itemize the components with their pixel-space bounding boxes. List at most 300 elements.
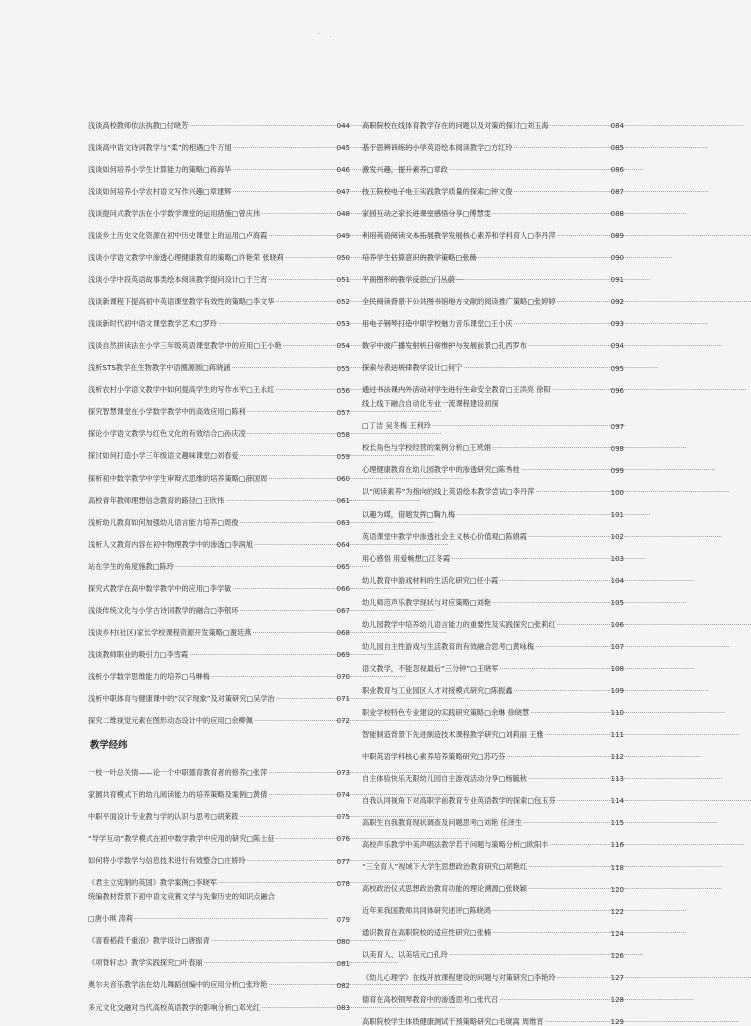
dot-leader [514,320,610,328]
toc-entry[interactable] [362,739,624,761]
toc-page-number: 097 [610,422,624,431]
toc-entry-title: 浅谈如何培养小学农村语文写作兴趣□章建辉 [88,186,232,196]
toc-entry[interactable] [362,585,624,607]
dot-leader [557,621,610,629]
dot-leader [463,364,609,372]
toc-entry[interactable] [88,130,350,152]
dot-leader [254,541,336,549]
toc-entry[interactable] [362,108,624,130]
dot-leader [451,555,609,563]
toc-entry[interactable] [362,284,624,306]
dot-leader [189,122,335,130]
toc-entry-title: 浅析农村小学语文教学中如何提高学生的写作水平□王永红 [88,385,275,395]
toc-entry-title: 幼儿园自主性游戏与生活教育的有效融合思考□黄咏梅 [362,641,535,651]
toc-entry[interactable] [88,593,350,615]
toc-page-number: 057 [336,408,350,417]
toc-page-number: 065 [336,562,350,571]
toc-entry-title: 奥尔夫音乐教学法在幼儿舞蹈创编中的应用分析□张玲艳 [88,980,268,990]
toc-entry[interactable] [88,417,350,439]
toc-entry-title: 线上线下融合自动化专业一流课程建设初探 [362,399,499,409]
toc-entry[interactable] [362,453,624,475]
toc-entry-title: 用电子钢琴打造中职学校魅力音乐课堂□王小庆 [362,319,513,329]
toc-page-number: 126 [610,951,624,960]
toc-entry[interactable] [88,196,350,218]
toc-entry[interactable] [362,240,624,262]
dot-leader [218,879,336,887]
toc-entry-title: 浅谈如何培养小学生计算能力的策略□蒋海华 [88,164,232,174]
toc-entry[interactable] [88,174,350,196]
dot-leader [456,276,610,284]
toc-entry[interactable] [88,703,350,725]
toc-page-number: 060 [336,474,350,483]
dot-leader [557,974,610,982]
toc-entry-title: 德育在高校钢琴教育中的渗透思考□张代召 [362,994,499,1004]
toc-entry-title: 以趣为媒，借题发挥□鞠九梅 [362,509,456,519]
toc-entry[interactable] [362,475,624,497]
toc-entry-title: “三全育人”视域下大学生思想政治教育研究□胡艳红 [362,862,528,872]
toc-entry-title: 高校青年教师理想信念教育的路径□王欣伟 [88,495,225,505]
toc-entry[interactable] [88,799,350,821]
dot-leader [499,665,609,673]
toc-entry-title: 心理健康教育在幼儿园教学中的渗透研究□陈秀桂 [362,465,520,475]
dot-leader [232,166,335,174]
dot-leader [456,511,610,519]
toc-page-number: 083 [336,1003,350,1012]
toc-page-number: 088 [610,210,624,219]
toc-entry[interactable] [362,497,624,519]
toc-entry-title: 探析初中数学教学中学生审辩式思维的培养策略□薛国周 [88,473,268,483]
toc-entry[interactable] [362,607,624,629]
dot-leader [240,519,336,527]
toc-entry[interactable] [88,527,350,549]
toc-entry[interactable] [88,637,350,659]
toc-entry[interactable] [88,777,350,799]
dot-leader [189,651,335,659]
toc-page-number: 108 [610,665,624,674]
dot-leader [268,276,335,284]
toc-page-number: 079 [336,915,350,924]
toc-entry[interactable] [362,174,624,196]
toc-entry[interactable] [362,1004,624,1026]
toc-page-number: 093 [610,320,624,329]
toc-entry-title: 英语课堂中教学中渗透社会主义核心价值观□陈娟霞 [362,531,527,541]
toc-entry[interactable] [88,108,350,130]
toc-entry[interactable] [88,968,350,990]
toc-entry-title: 《君主立宪制的英国》教学案例□李晓军 [88,878,217,888]
dot-leader [275,298,335,306]
toc-page-number: 112 [610,753,624,762]
dot-leader [211,937,336,945]
toc-entry-title: 探论小学语文教学与红色文化的有效结合□孙庆凌 [88,429,246,439]
toc-entry-title: 浅谈高中语文诗词教学与“柔”的相遇□牛万旭 [88,142,232,152]
dot-leader [528,342,610,350]
toc-page-number: 102 [610,532,624,541]
dot-leader [225,497,335,505]
toc-entry[interactable] [88,505,350,527]
dot-leader [268,791,335,799]
toc-entry[interactable] [362,651,624,673]
toc-entry[interactable] [88,990,350,1012]
toc-left-column [88,108,350,1012]
toc-entry-title: 站在学生的角度施教□陈玲 [88,561,174,571]
toc-entry[interactable] [88,659,350,681]
toc-page-number: 075 [336,813,350,822]
toc-page-number: 085 [610,144,624,153]
toc-page-number: 066 [336,584,350,593]
toc-page-number: 056 [336,386,350,395]
dot-leader [261,210,336,218]
toc-entry[interactable] [362,695,624,717]
toc-entry-title: 探究式教学在高中数学教学中的应用□李学敏 [88,583,232,593]
toc-entry-line1[interactable] [88,888,350,902]
toc-entry[interactable] [362,431,624,453]
toc-page-number: 061 [336,496,350,505]
toc-page-number: 073 [336,769,350,778]
toc-entry-title: 幼儿师范声乐教学现状与对应策略□刘艳 [362,597,491,607]
toc-entry[interactable] [362,629,624,651]
toc-entry[interactable] [88,615,350,637]
dot-leader [552,386,610,394]
toc-page-number: 101 [610,510,624,519]
toc-entry[interactable] [88,755,350,777]
toc-entry-title: 浅谈新时代初中语文课堂教学艺术□罗玲 [88,319,217,329]
toc-entry-title: 浅谈乡土历史文化资源在初中历史课堂上的运用□卢海霞 [88,231,268,240]
toc-page-number: 116 [610,841,624,850]
toc-page-number: 082 [336,981,350,990]
dot-leader [276,835,336,843]
toc-page-number: 128 [610,995,624,1004]
toc-page-number: 129 [610,1017,624,1026]
dot-leader [557,232,610,240]
toc-entry[interactable] [88,461,350,483]
toc-entry[interactable] [362,262,624,284]
toc-page-number: 100 [610,488,624,497]
page-top-mark: ' . [318,32,336,39]
toc-page-number: 074 [336,791,350,800]
toc-entry-title: “导学互动”教学模式在初中数学教学中应用的研究□陈士征 [88,834,275,844]
dot-leader [549,122,609,130]
toc-entry-title: 通识教育在高职院校的适应性研究□张楠 [362,928,491,938]
toc-entry[interactable] [88,373,350,395]
toc-entry-title: 浅谈提问式教学法在小学数学课堂的运用措施□曾庆伟 [88,208,261,218]
dot-leader [247,408,336,416]
dot-leader [240,607,336,615]
toc-page-number: 089 [610,232,624,241]
toc-page-number: 104 [610,576,624,585]
toc-entry-title: 探索与表达规律教学设计□何宁 [362,363,463,373]
toc-page-number: 072 [336,717,350,726]
toc-page-number: 094 [610,342,624,351]
dot-leader [240,813,336,821]
toc-page-number: 092 [610,298,624,307]
toc-entry[interactable] [88,152,350,174]
toc-entry[interactable] [88,924,350,946]
toc-entry-title: 以“阅读素养”为指向的线上英语绘本教学尝试□李丹萍 [362,487,535,497]
dot-leader [557,298,610,306]
toc-entry-title: 高校政治仪式思想政治教育功能的理论溯源□张晓颖 [362,884,527,894]
dot-leader [134,915,336,923]
dot-leader [233,144,336,152]
toc-entry[interactable] [362,872,624,894]
toc-entry[interactable] [362,541,624,563]
toc-page-number: 098 [610,444,624,453]
toc-entry-title: 校长角色与学校经营的案例分析□王玳娟 [362,443,491,453]
toc-entry-title: 基于思辨训练的小学英语绘本阅读教学□方红玲 [362,142,513,152]
toc-page-number: 055 [336,364,350,373]
dot-leader [535,643,610,651]
toc-entry[interactable] [362,519,624,541]
toc-page-number: 115 [610,819,624,828]
toc-entry-line2[interactable] [362,409,624,431]
toc-entry-title: 技工院校电子电工实践教学质量的探索□钟文俊 [362,186,513,196]
toc-page-number: 069 [336,651,350,660]
toc-entry-title: 《幼儿心理学》在线开放课程建设的问题与对策研究□李艳玲 [362,972,556,982]
toc-page-number: 067 [336,607,350,616]
toc-entry[interactable] [88,549,350,571]
toc-page-number: 091 [610,276,624,285]
toc-entry-title: 探讨如何打造小学三年级语文趣味课堂□刘春爱 [88,451,239,461]
toc-page-number: 105 [610,598,624,607]
toc-page-number: 049 [336,232,350,241]
dot-leader [492,599,610,607]
toc-entry-title: 浅谈自然拼读法在小学三年级英语课堂教学中的应用□王小艳 [88,341,282,351]
toc-entry-title: 以美育人、以美培元□孔玲 [362,950,448,960]
dot-leader [549,841,609,849]
dot-leader [492,444,610,452]
dot-leader [528,863,609,871]
toc-entry-title: 通过书法课内外活动对学生进行生命安全教育□王洪亮 徐阳 [362,385,551,395]
toc-entry[interactable] [88,844,350,866]
toc-entry[interactable] [88,395,350,417]
toc-entry-title: 浅析幼儿教育如何加强幼儿语言能力培养□周俊 [88,517,239,527]
dot-leader [232,364,336,372]
toc-entry[interactable] [362,982,624,1004]
toc-page-number: 124 [610,929,624,938]
dot-leader [261,1004,336,1012]
toc-page-number: 106 [610,620,624,629]
toc-entry-title: 浅析STS教学在生物教学中语圈源圆□蒋晓涵 [88,363,231,373]
toc-entry-title: 浅谈传统文化与小学古诗词教学的融合□李银环 [88,605,239,615]
toc-entry[interactable] [88,240,350,262]
toc-page-number: 071 [336,695,350,704]
toc-page-number: 086 [610,166,624,175]
toc-page-number: 051 [336,276,350,285]
toc-entry-title: 职业学校特色专业建设的实践研究策略□余琳 徐晓慧 [362,707,530,717]
dot-leader [528,885,610,893]
toc-entry[interactable] [362,218,624,240]
dot-leader [247,430,336,438]
toc-entry-authors: □唐小琪 涛莉 [88,914,134,924]
dot-leader [268,769,335,777]
toc-entry[interactable] [88,284,350,306]
toc-entry-title: 自主体验快乐无限幼儿园自主游戏活动分享□杨毓秋 [362,774,527,784]
toc-page-number: 090 [610,254,624,263]
toc-entry-line1[interactable] [362,395,624,409]
dot-leader [285,254,336,262]
toc-entry[interactable] [362,916,624,938]
toc-entry-title: 浅析人文教育内容在初中物理教学中的渗透□李润旭 [88,539,253,549]
toc-entry-title: 用心感悟 用爱畅想□江冬霞 [362,553,451,563]
dot-leader [275,386,335,394]
toc-entry[interactable] [362,373,624,395]
toc-entry[interactable] [362,783,624,805]
toc-entry[interactable] [362,894,624,916]
toc-entry-title: 近年来我国教师共同体研究述评□陈晓鸿 [362,906,491,916]
dot-leader [268,981,335,989]
dot-leader [499,577,609,585]
dot-leader [528,775,610,783]
toc-entry-title: 高校声乐教学中美声唱法教学若干问题与策略分析□欧阳丰 [362,840,549,850]
toc-entry-title: 探究二维视觉元素在图形动态设计中的应用□余柳佩 [88,716,253,726]
toc-entry-title: 高职生自我教育现状调查及问题思考□刘艳 任泽生 [362,818,523,828]
toc-page-number: 052 [336,298,350,307]
toc-entry-title: 多元文化交融对当代高校英语教学的影响分析□邓光红 [88,1002,261,1012]
toc-entry[interactable] [88,351,350,373]
toc-entry-title: 平面图形的教学反思□门丛蔚 [362,275,456,285]
toc-entry-title: 数字中波广播发射机日常维护与发展前景□孔西罗布 [362,341,527,351]
toc-page-number: 077 [336,857,350,866]
toc-entry-title: 中职英语学科核心素养培养策略研究□苏巧芬 [362,752,506,762]
dot-leader [449,951,610,959]
dot-leader [506,753,609,761]
toc-entry-title: 语文教学，不能忽视最后“三分钟”□王晓军 [362,663,499,673]
toc-entry[interactable] [88,306,350,328]
toc-entry-title: 浅谈小学中段英语故事类绘本阅读教学提问设计□于兰宵 [88,275,268,285]
dot-leader [535,488,609,496]
toc-entry[interactable] [88,262,350,284]
toc-entry[interactable] [362,152,624,174]
toc-entry[interactable] [362,717,624,739]
toc-entry[interactable] [362,805,624,827]
toc-entry[interactable] [88,483,350,505]
toc-entry[interactable] [362,761,624,783]
dot-leader [432,422,610,430]
dot-leader [204,959,336,967]
toc-entry-authors: □丁洁 吴冬梅 王利玲 [362,421,431,431]
toc-page-number: 113 [610,775,624,784]
toc-entry[interactable] [362,196,624,218]
toc-page-number: 054 [336,342,350,351]
toc-entry-title: 浅谈高校教师依法执教□付晓芳 [88,120,189,130]
toc-entry[interactable] [362,306,624,328]
dot-leader [530,709,609,717]
toc-entry-line2[interactable] [88,902,350,924]
dot-leader [232,585,335,593]
toc-page-number: 080 [336,937,350,946]
toc-entry[interactable] [362,850,624,872]
toc-page-number: 087 [610,188,624,197]
toc-entry-title: 智能制造背景下先进制造技术课程教学研究□刘莉丽 王雅 [362,729,544,739]
toc-page-number: 050 [336,254,350,263]
toc-entry[interactable] [362,827,624,849]
toc-entry[interactable] [88,821,350,843]
dot-leader [247,857,336,865]
toc-entry-title: 一枝一叶总关情——论一个中职德育教育者的修养□张萍 [88,768,268,778]
dot-leader [283,342,336,350]
section-heading: 教学经纬 [90,740,128,752]
toc-page-number: 046 [336,166,350,175]
toc-entry-title: 浅谈教师职业的吸引力□李雪霞 [88,649,189,659]
toc-entry[interactable] [88,681,350,703]
toc-entry[interactable] [362,328,624,350]
toc-entry[interactable] [362,960,624,982]
toc-page-number: 064 [336,540,350,549]
toc-page-number: 096 [610,386,624,395]
toc-page-number: 059 [336,452,350,461]
toc-page-number: 111 [610,731,624,740]
toc-page-number: 118 [610,863,624,872]
dot-leader [528,533,610,541]
dot-leader [175,563,336,571]
toc-page-number: 109 [610,687,624,696]
dot-leader [514,188,610,196]
dot-leader [545,731,610,739]
toc-page-number: 081 [336,959,350,968]
toc-entry-title: 家園共育模式下的幼儿阅读能力的培养策略及案例□黄倩 [88,790,268,800]
toc-entry-title: 培养学生估算意识的教学策略□张薇 [362,253,477,263]
toc-entry[interactable] [88,571,350,593]
toc-entry-title: 统编教材背景下初中语文竞赛文学与先秦历史的知识点融合 [88,892,275,902]
toc-entry[interactable] [88,866,350,888]
toc-entry-title: 浅析小学数学思维能力的培养□马琳梅 [88,671,210,681]
dot-leader [268,475,335,483]
toc-page-number: 127 [610,973,624,982]
dot-leader [521,466,610,474]
toc-entry-title: 职业教育与工业园区人才对接模式研究□陈振鑫 [362,685,513,695]
dot-leader [276,695,336,703]
dot-leader [514,144,610,152]
dot-leader [218,320,336,328]
toc-right-column [362,108,624,1026]
toc-page-number: 044 [336,122,350,130]
toc-entry-title: 激发兴趣，提升素养□章政 [362,164,448,174]
toc-entry-title: 自我认同视角下对高职学前教育专业英语教学的探索□包玉芬 [362,796,556,806]
toc-entry-title: 幼儿教育中游戏材料的生活化研究□任小霞 [362,575,499,585]
toc-entry[interactable] [362,351,624,373]
toc-entry[interactable] [88,439,350,461]
toc-entry-title: 利用英语阅读文本拓展教学发展核心素养和学科育人□李丹萍 [362,231,556,240]
dot-leader [268,232,335,240]
toc-entry[interactable] [362,130,624,152]
toc-page-number: 070 [336,673,350,682]
dot-leader [211,673,336,681]
toc-page-number: 120 [610,885,624,894]
toc-entry[interactable] [88,328,350,350]
dot-leader [240,452,336,460]
toc-entry[interactable] [362,563,624,585]
toc-entry[interactable] [88,946,350,968]
dot-leader [478,254,610,262]
dot-leader [557,797,610,805]
dot-leader [523,819,610,827]
dot-leader [232,188,335,196]
toc-entry[interactable] [362,938,624,960]
dot-leader [254,717,336,725]
toc-entry-title: 幼儿园教学中培养幼儿语言能力的重要性及实践探究□张莉红 [362,619,556,629]
toc-page-number: 095 [610,364,624,373]
toc-entry-title: 高职院校学生体质健康测试干预策略研究□毛琥嵩 周维宵 [362,1016,544,1026]
dot-leader [449,166,610,174]
toc-entry-title: 高职院校在线体育教学存在的问题以及对策的探讨□刘玉海 [362,120,549,130]
toc-entry-title: 《喜看稻菽千重浪》教学设计□唐振青 [88,936,210,946]
toc-page-number: 053 [336,320,350,329]
toc-entry[interactable] [362,673,624,695]
toc-page-number: 068 [336,629,350,638]
toc-entry[interactable] [88,218,350,240]
toc-page-number: 063 [336,518,350,527]
toc-entry-title: 《项脊轩志》教学实践探究□叶春丽 [88,958,203,968]
toc-entry-title: 全民阅读背景下公共图书馆地方文献的阅读推广策略□张婷婷 [362,297,556,307]
